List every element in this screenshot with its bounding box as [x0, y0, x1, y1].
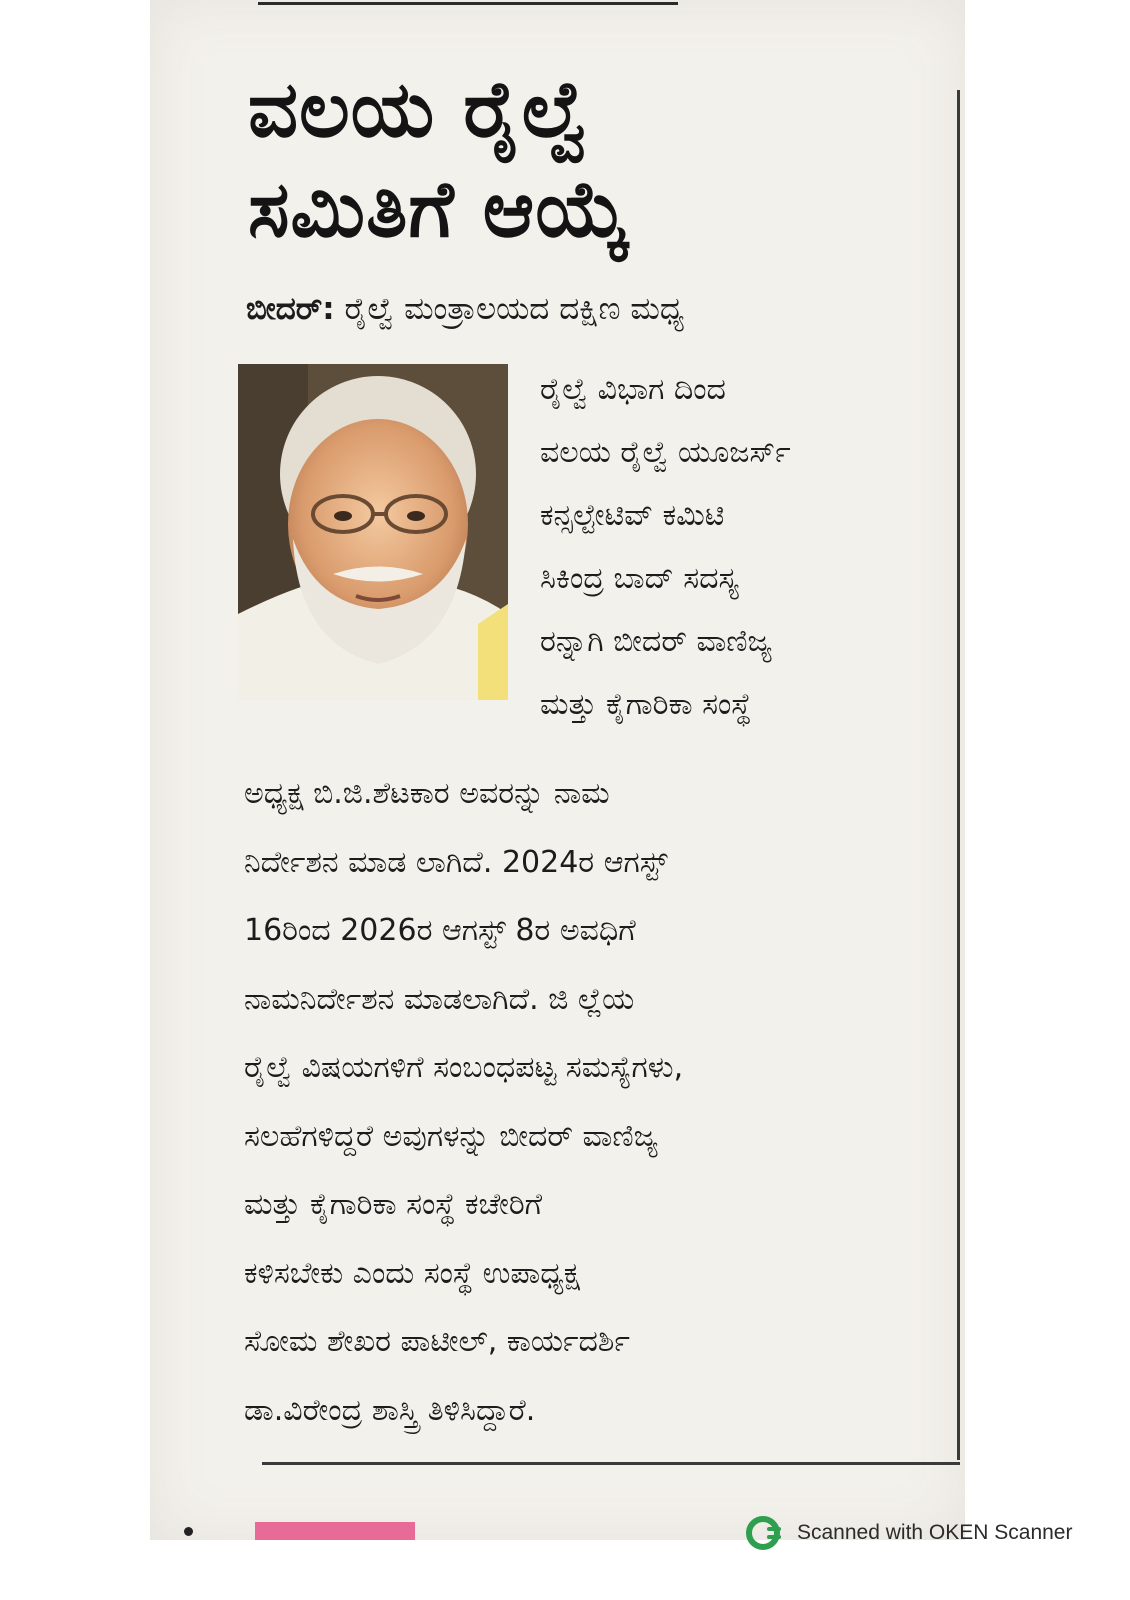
oken-scanner-logo-icon: [745, 1513, 785, 1553]
body-line: ಸಲಹೆಗಳಿದ್ದರೆ ಅವುಗಳನ್ನು ಬೀದರ್ ವಾಣಿಜ್ಯ: [244, 1118, 658, 1154]
body-line: ಅಧ್ಯಕ್ಷ ಬಿ.ಜಿ.ಶೆಟಕಾರ ಅವರನ್ನು ನಾಮ: [244, 776, 610, 811]
headline-line-2: ಸಮಿತಿಗೆ ಆಯ್ಕೆ: [248, 165, 631, 255]
ink-dot: [184, 1527, 193, 1536]
next-article-color-strip: [255, 1522, 415, 1540]
body-line: ರೈಲ್ವೆ ವಿಷಯಗಳಿಗೆ ಸಂಬಂಧಪಟ್ಟ ಸಮಸ್ಯೆಗಳು,: [244, 1050, 684, 1085]
side-line: ಮತ್ತು ಕೈಗಾರಿಕಾ ಸಂಸ್ಥೆ: [540, 687, 752, 722]
dateline: [246, 288, 906, 330]
right-column-rule: [957, 90, 960, 1460]
portrait-photo: [238, 364, 508, 700]
body-line: 16ರಿಂದ 2026ರ ಆಗಸ್ಟ್ 8ರ ಅವಧಿಗೆ: [244, 913, 636, 948]
side-line: ವಲಯ ರೈಲ್ವೆ ಯೂಜರ್ಸ್: [540, 435, 791, 470]
side-line: ಕನ್ಸಲ್ಟೇಟಿವ್ ಕಮಿಟಿ: [540, 498, 725, 533]
article-body: [244, 760, 944, 1445]
side-line: ರೈಲ್ವೆ ವಿಭಾಗ ದಿಂದ: [540, 372, 726, 407]
body-line: ನಾಮನಿರ್ದೇಶನ ಮಾಡಲಾಗಿದೆ. ಜಿ ಲ್ಲೆಯ: [244, 981, 635, 1017]
top-column-rule: [258, 2, 678, 5]
side-line: ರನ್ನಾಗಿ ಬೀದರ್ ವಾಣಿಜ್ಯ: [540, 624, 772, 659]
body-line: ಕಳಿಸಬೇಕು ಎಂದು ಸಂಸ್ಥೆ ಉಪಾಧ್ಯಕ್ಷ: [244, 1255, 580, 1291]
headline-line-1: ವಲಯ ರೈಲ್ವೆ: [248, 65, 591, 155]
body-line: ಸೋಮ ಶೇಖರ ಪಾಟೀಲ್, ಕಾರ್ಯದರ್ಶಿ: [244, 1324, 630, 1359]
article-headline: [248, 60, 768, 260]
body-line: ನಿರ್ದೇಶನ ಮಾಡ ಲಾಗಿದೆ. 2024ರ ಆಗಸ್ಟ್: [244, 844, 668, 880]
side-line: ಸಿಕಿಂದ್ರ ಬಾದ್ ಸದಸ್ಯ: [540, 561, 739, 596]
portrait-image: [238, 364, 508, 700]
article-side-column: [540, 358, 920, 736]
body-line: ಮತ್ತು ಕೈಗಾರಿಕಾ ಸಂಸ್ಥೆ ಕಚೇರಿಗೆ: [244, 1187, 543, 1222]
dateline-place: ಬೀದರ್:: [246, 291, 335, 327]
bottom-column-rule: [262, 1462, 960, 1465]
scanner-watermark-text: Scanned with OKEN Scanner: [797, 1521, 1073, 1544]
scanner-watermark: [745, 1513, 1072, 1553]
dateline-text: ರೈಲ್ವೆ ಮಂತ್ರಾಲಯದ ದಕ್ಷಿಣ ಮಧ್ಯ: [334, 291, 685, 327]
body-line: ಡಾ.ವಿರೇಂದ್ರ ಶಾಸ್ತ್ರಿ ತಿಳಿಸಿದ್ದಾರೆ.: [244, 1392, 536, 1428]
